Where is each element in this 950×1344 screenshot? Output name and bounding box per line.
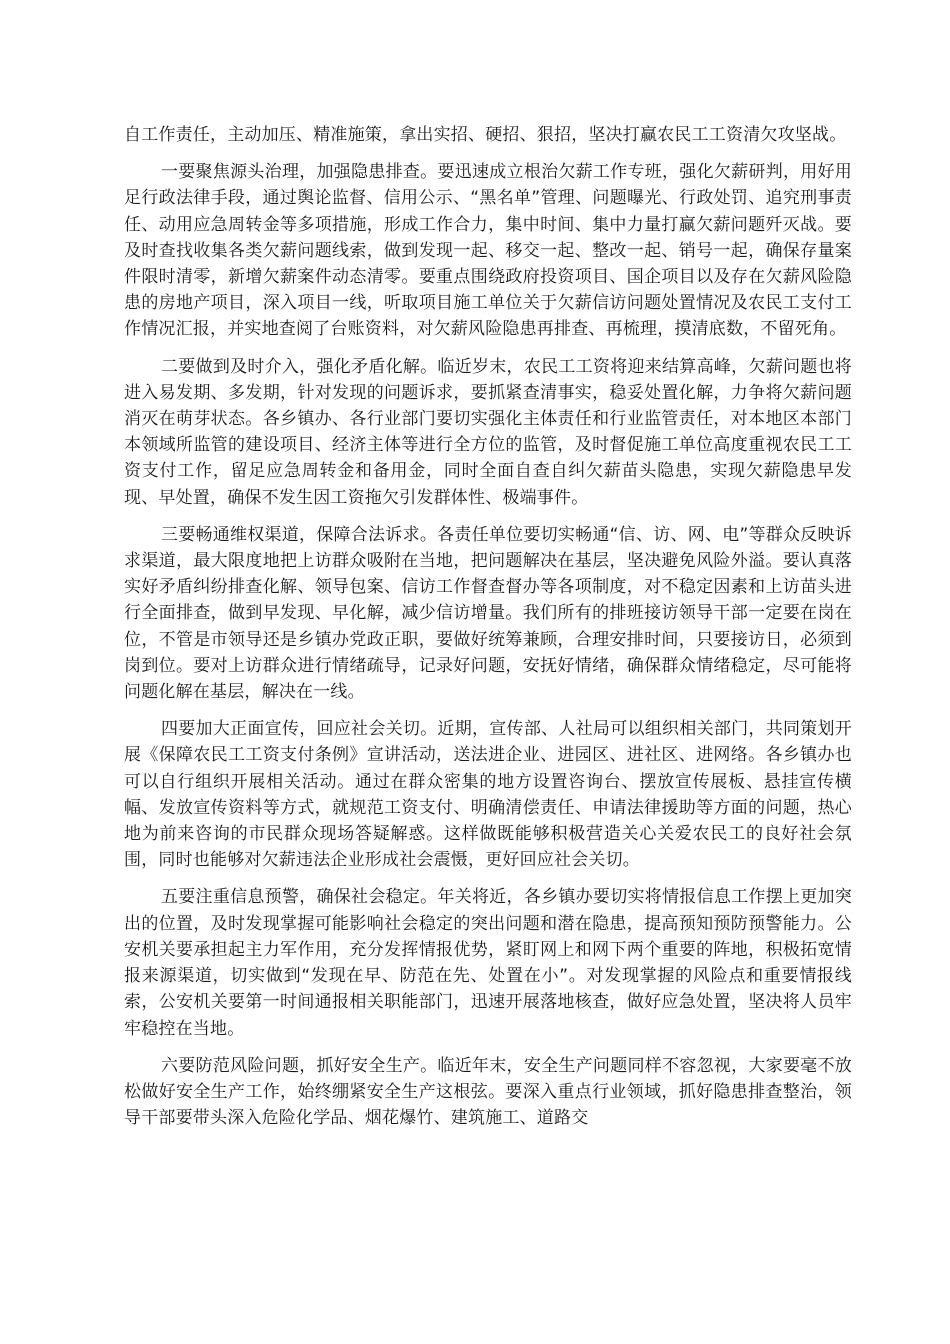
paragraph-continuation: 自工作责任，主动加压、精准施策，拿出实招、硬招、狠招，坚决打赢农民工工资清欠攻坚战。 (124, 125, 847, 145)
document-body (124, 122, 852, 1142)
paragraph-point-1-source-governance: 一要聚焦源头治理，加强隐患排查。要迅速成立根治欠薪工作专班，强化欠薪研判，用好用足行政法律手段，通过舆论监督、信用公示、“黑名单”管理、问题曝光、行政处罚、追究刑事责任、动用应急周转金等多项措施，形成工作合力，集中时间、集中力量打赢欠薪问题歼灭战。要及时查找收集各类欠薪问题线索，做到发现一起、移交一起、整改一起、销号一起，确保存量案件限时清零，新增欠薪案件动态清零。要重点围绕政府投资项目、国企项目以及存在欠薪风险隐患的房地产项目，深入项目一线，听取项目施工单位关于欠薪信访问题处置情况及农民工支付工作情况汇报，并实地查阅了台账资料，对欠薪风险隐患再排查、再梳理，摸清底数，不留死角。 (124, 162, 852, 340)
paragraph-point-3-rights-channels: 三要畅通维权渠道，保障合法诉求。各责任单位要切实畅通“信、访、网、电”等群众反映诉求渠道，最大限度地把上访群众吸附在当地，把问题解决在基层，坚决避免风险外溢。要认真落实好矛盾纠纷排查化解、领导包案、信访工作督查督办等各项制度，对不稳定因素和上访苗头进行全面排查，做到早发现、早化解，减少信访增量。我们所有的排班接访领导干部一定要在岗在位，不管是市领导还是乡镇办党政正职，要做好统筹兼顾，合理安排时间，只要接访日，必须到岗到位。要对上访群众进行情绪疏导，记录好问题，安抚好情绪，确保群众情绪稳定，尽可能将问题化解在基层，解决在一线。 (124, 524, 852, 703)
paragraph-point-2-timely-intervention: 二要做到及时介入，强化矛盾化解。临近岁末，农民工工资将迎来结算高峰，欠薪问题也将进入易发期、多发期，针对发现的问题诉求，要抓紧查清事实，稳妥处置化解，力争将欠薪问题消灭在萌芽状态。各乡镇办、各行业部门要切实强化主体责任和行业监管责任，对本地区本部门本领域所监管的建设项目、经济主体等进行全方位的监管，及时督促施工单位高度重视农民工工资支付工作，留足应急周转金和备用金，同时全面自查自纠欠薪苗头隐患，实现欠薪隐患早发现、早处置，确保不发生因工资拖欠引发群体性、极端事件。 (124, 356, 852, 508)
paragraph-point-4-publicity: 四要加大正面宣传，回应社会关切。近期，宣传部、人社局可以组织相关部门，共同策划开展《保障农民工工资支付条例》宣讲活动，送法进企业、进园区、进社区、进网络。各乡镇办也可以自行组织开展相关活动。通过在群众密集的地方设置咨询台、摆放宣传展板、悬挂宣传横幅、发放宣传资料等方式，就规范工资支付、明确清偿责任、申请法律援助等方面的问题，热心地为前来咨询的市民群众现场答疑解惑。这样做既能够积极营造关心关爱农民工的良好社会氛围，同时也能够对欠薪违法企业形成社会震慑，更好回应社会关切。 (124, 719, 852, 871)
paragraph-point-5-early-warning: 五要注重信息预警，确保社会稳定。年关将近，各乡镇办要切实将情报信息工作摆上更加突出的位置，及时发现掌握可能影响社会稳定的突出问题和潜在隐患，提高预知预防预警能力。公安机关要承担起主力军作用，充分发挥情报优势，紧盯网上和网下两个重要的阵地，积极拓宽情报来源渠道，切实做到“发现在早、防范在先、处置在小”。对发现掌握的风险点和重要情报线索，公安机关要第一时间通报相关职能部门，迅速开展落地核查，做好应急处置，坚决将人员牢牢稳控在当地。 (124, 887, 852, 1039)
paragraph-point-6-safety-production: 六要防范风险问题，抓好安全生产。临近年末，安全生产问题同样不容忽视，大家要毫不放松做好安全生产工作，始终绷紧安全生产这根弦。要深入重点行业领域，抓好隐患排查整治，领导干部要带头深入危险化学品、烟花爆竹、建筑施工、道路交 (124, 1055, 852, 1129)
